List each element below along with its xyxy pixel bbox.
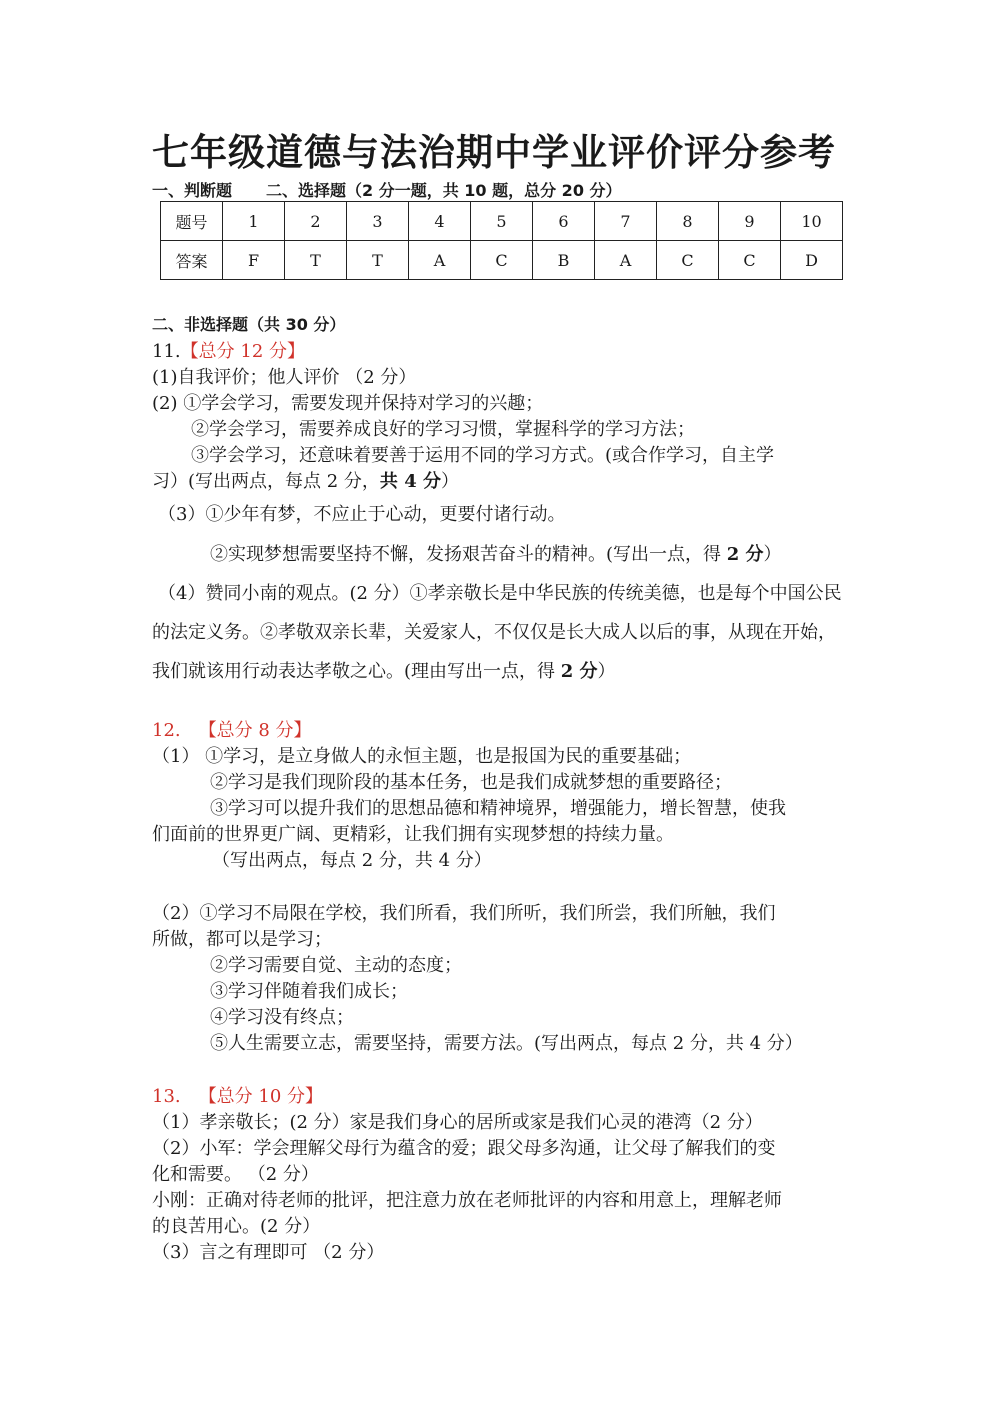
q12-part2-line5: ④学习没有终点；: [210, 1007, 354, 1028]
q11-number: 11.: [152, 341, 181, 362]
q11-part4-line3-text: 我们就该用行动表达孝敬之心。(理由写出一点，得: [152, 661, 561, 682]
q12-part1-line5: （写出两点，每点 2 分，共 4 分）: [212, 850, 492, 871]
q13-line3: 化和需要。 （2 分）: [152, 1164, 319, 1185]
q12-part2-line3: ②学习需要自觉、主动的态度；: [210, 955, 462, 976]
q11-part2-line4-text: 习）(写出两点，每点 2 分，: [152, 471, 380, 492]
q12-number: 12.: [152, 720, 181, 741]
question-number: 7: [595, 202, 657, 241]
question-number: 2: [285, 202, 347, 241]
answer-cell: D: [781, 241, 843, 280]
q11-part4-line3-end: ）: [597, 661, 616, 682]
row-label-answer: 答案: [161, 241, 223, 280]
q11-part3-line2-end: ）: [763, 544, 782, 565]
q11-part4-line3-bold: 2 分: [560, 661, 598, 682]
answer-cell: C: [719, 241, 781, 280]
q11-part2-line2: ②学会学习，需要养成良好的学习习惯，掌握科学的学习方法；: [191, 419, 695, 440]
q12-score: 【总分 8 分】: [198, 720, 312, 741]
question-number: 1: [223, 202, 285, 241]
q11-part3-line2-bold: 2 分: [726, 544, 764, 565]
q12-part1-line2: ②学习是我们现阶段的基本任务，也是我们成就梦想的重要路径；: [210, 772, 732, 793]
row-label-number: 题号: [161, 202, 223, 241]
question-number: 10: [781, 202, 843, 241]
answer-cell: A: [595, 241, 657, 280]
answer-cell: A: [409, 241, 471, 280]
q11-score: 【总分 12 分】: [180, 341, 305, 362]
q11-part3-line1: （3）①少年有梦，不应止于心动，更要付诸行动。: [158, 504, 566, 525]
q12-header: [152, 716, 312, 742]
answer-cell: F: [223, 241, 285, 280]
q12-part2-line1: （2）①学习不局限在学校，我们所看，我们所听，我们所尝，我们所触，我们: [152, 903, 776, 924]
q11-part4-line3: [152, 657, 616, 683]
question-number: 3: [347, 202, 409, 241]
q11-part2-line4-bold: 共 4 分: [379, 471, 441, 492]
question-number: 4: [409, 202, 471, 241]
question-number: 8: [657, 202, 719, 241]
question-number: 5: [471, 202, 533, 241]
section2-heading: 二、非选择题（共 30 分）: [152, 315, 346, 334]
q11-part1: (1)自我评价；他人评价 （2 分）: [152, 367, 417, 388]
answer-cell: B: [533, 241, 595, 280]
answer-cell: C: [471, 241, 533, 280]
q12-part1-line3: ③学习可以提升我们的思想品德和精神境界，增强能力，增长智慧，使我: [210, 798, 786, 819]
q11-part2-line4-end: ）: [440, 471, 459, 492]
q11-part2-line4: [152, 467, 459, 493]
q12-part2-line4: ③学习伴随着我们成长；: [210, 981, 408, 1002]
q12-part1-line1: （1） ①学习，是立身做人的永恒主题，也是报国为民的重要基础；: [152, 746, 692, 767]
q12-part1-line4: 们面前的世界更广阔、更精彩，让我们拥有实现梦想的持续力量。: [152, 824, 674, 845]
q11-part2-line1: (2) ①学会学习，需要发现并保持对学习的兴趣；: [152, 393, 544, 414]
section1-heading-b: 二、选择题（2 分一题，共 10 题，总分 20 分）: [266, 181, 622, 200]
page-title: 七年级道德与法治期中学业评价评分参考: [152, 131, 836, 174]
q13-line4: 小刚：正确对待老师的批评，把注意力放在老师批评的内容和用意上，理解老师: [152, 1190, 782, 1211]
q11-part4-line1: （4）赞同小南的观点。(2 分）①孝亲敬长是中华民族的传统美德，也是每个中国公民: [158, 583, 842, 604]
answer-cell: T: [285, 241, 347, 280]
q13-header: [152, 1082, 323, 1108]
q12-part2-line2: 所做，都可以是学习；: [152, 929, 332, 950]
table-row-numbers: [161, 202, 843, 241]
q13-line1: （1）孝亲敬长；(2 分）家是我们身心的居所或家是我们心灵的港湾（2 分）: [152, 1112, 763, 1133]
q11-part4-line2: 的法定义务。②孝敬双亲长辈，关爱家人，不仅仅是长大成人以后的事，从现在开始，: [152, 622, 836, 643]
answer-cell: T: [347, 241, 409, 280]
q11-part3-line2: [210, 540, 782, 566]
q11-part2-line3: ③学会学习，还意味着要善于运用不同的学习方式。(或合作学习，自主学: [191, 445, 775, 466]
q13-line5: 的良苦用心。(2 分）: [152, 1216, 321, 1237]
q13-line6: （3）言之有理即可 （2 分）: [152, 1242, 385, 1263]
question-number: 9: [719, 202, 781, 241]
q13-line2: （2）小军：学会理解父母行为蕴含的爱；跟父母多沟通，让父母了解我们的变: [152, 1138, 776, 1159]
section1-heading-a: 一、判断题: [152, 181, 233, 200]
q11-part3-line2-text: ②实现梦想需要坚持不懈，发扬艰苦奋斗的精神。(写出一点，得: [210, 544, 727, 565]
q11-header: [152, 337, 305, 363]
table-row-answers: [161, 241, 843, 280]
q13-number: 13.: [152, 1086, 181, 1107]
question-number: 6: [533, 202, 595, 241]
q12-part2-line6: ⑤人生需要立志，需要坚持，需要方法。(写出两点，每点 2 分，共 4 分）: [210, 1033, 803, 1054]
answer-table: [160, 201, 843, 280]
q13-score: 【总分 10 分】: [198, 1086, 323, 1107]
answer-cell: C: [657, 241, 719, 280]
